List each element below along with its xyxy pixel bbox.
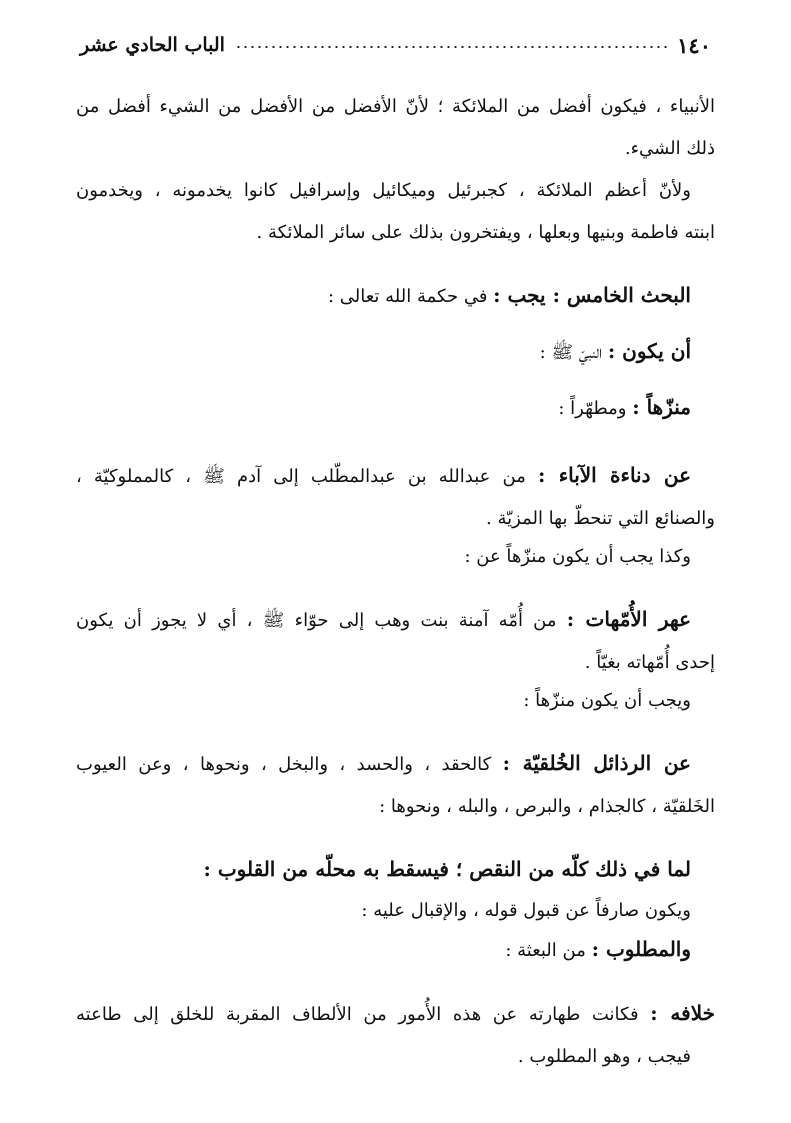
bold-statement: لما في ذلك كلّه من النقص ؛ فيسقط به محلّه من القلوب : <box>203 857 691 881</box>
bold-lead: منزّهاً : <box>632 395 691 419</box>
bold-lead: البحث الخامس : يجب : <box>493 283 691 307</box>
paragraph-line: فيجب ، وهو المطلوب . <box>517 1046 691 1067</box>
section-heading <box>76 930 715 970</box>
section-text: ومطهّراً : <box>558 398 633 419</box>
section-text: في حكمة الله تعالى : <box>327 286 494 307</box>
bold-lead: عهر الأُمّهات : <box>566 607 692 631</box>
bold-lead: والمطلوب : <box>591 937 691 961</box>
paragraph-line: والصنائع التي تنحطّ بها المزيّة . <box>486 508 715 529</box>
section-text: من عبدالله بن عبدالمطّلب إلى آدم ﷺ ، كالمملوكيّة ، <box>76 466 538 487</box>
bold-lead: عن الرذائل الخُلقيّة : <box>502 751 691 775</box>
paragraph-line: ابنته فاطمة وبنيها وبعلها ، ويفتخرون بذلك على سائر الملائكة . <box>256 222 715 243</box>
page-number: ١٤٠ <box>677 32 711 58</box>
section-heading <box>76 328 715 376</box>
section-heading <box>76 384 715 432</box>
section-text: من أُمّه آمنة بنت وهب إلى حوّاء ﷺ ، أي لا يجوز أن يكون <box>76 610 567 631</box>
section-heading <box>76 990 715 1038</box>
page-header <box>80 30 711 60</box>
paragraph-line: ويكون صارفاً عن قبول قوله ، والإقبال عليه : <box>361 900 691 921</box>
bold-lead: خلافه : <box>650 1001 715 1025</box>
chapter-title: الباب الحادي عشر <box>80 34 225 56</box>
paragraph-line: ذلك الشيء. <box>624 138 715 159</box>
page-body <box>76 84 715 1076</box>
bold-lead: أن يكون : <box>607 339 691 363</box>
paragraph-line: وكذا يجب أن يكون منزّهاً عن : <box>464 546 691 567</box>
section-heading <box>76 740 715 788</box>
section-heading <box>76 452 715 500</box>
section-text: فكانت طهارته عن هذه الأُمور من الألطاف المقربة للخلق إلى طاعته <box>76 1004 651 1025</box>
header-dot-leader <box>235 45 667 49</box>
paragraph-line: الخَلقيّة ، كالجذام ، والبرص ، والبله ، ونحوها : <box>379 796 715 817</box>
paragraph-line: الأنبياء ، فيكون أفضل من الملائكة ؛ لأنّ الأفضل من الأفضل من الشيء أفضل من <box>76 96 715 117</box>
section-heading <box>76 272 715 320</box>
section-text: كالحقد ، والحسد ، والبخل ، ونحوها ، وعن العيوب <box>76 754 503 775</box>
section-text: من البعثة : <box>505 940 592 961</box>
section-text: النبيّ ﷺ : <box>539 342 608 363</box>
section-heading <box>76 596 715 644</box>
paragraph-line: إحدى أُمّهاته بغيّاً . <box>584 652 715 673</box>
paragraph-line: ويجب أن يكون منزّهاً : <box>523 690 691 711</box>
bold-lead: عن دناءة الآباء : <box>537 463 692 487</box>
paragraph-line: ولأنّ أعظم الملائكة ، كجبرئيل وميكائيل وإسرافيل كانوا يخدمونه ، ويخدمون <box>76 180 691 201</box>
